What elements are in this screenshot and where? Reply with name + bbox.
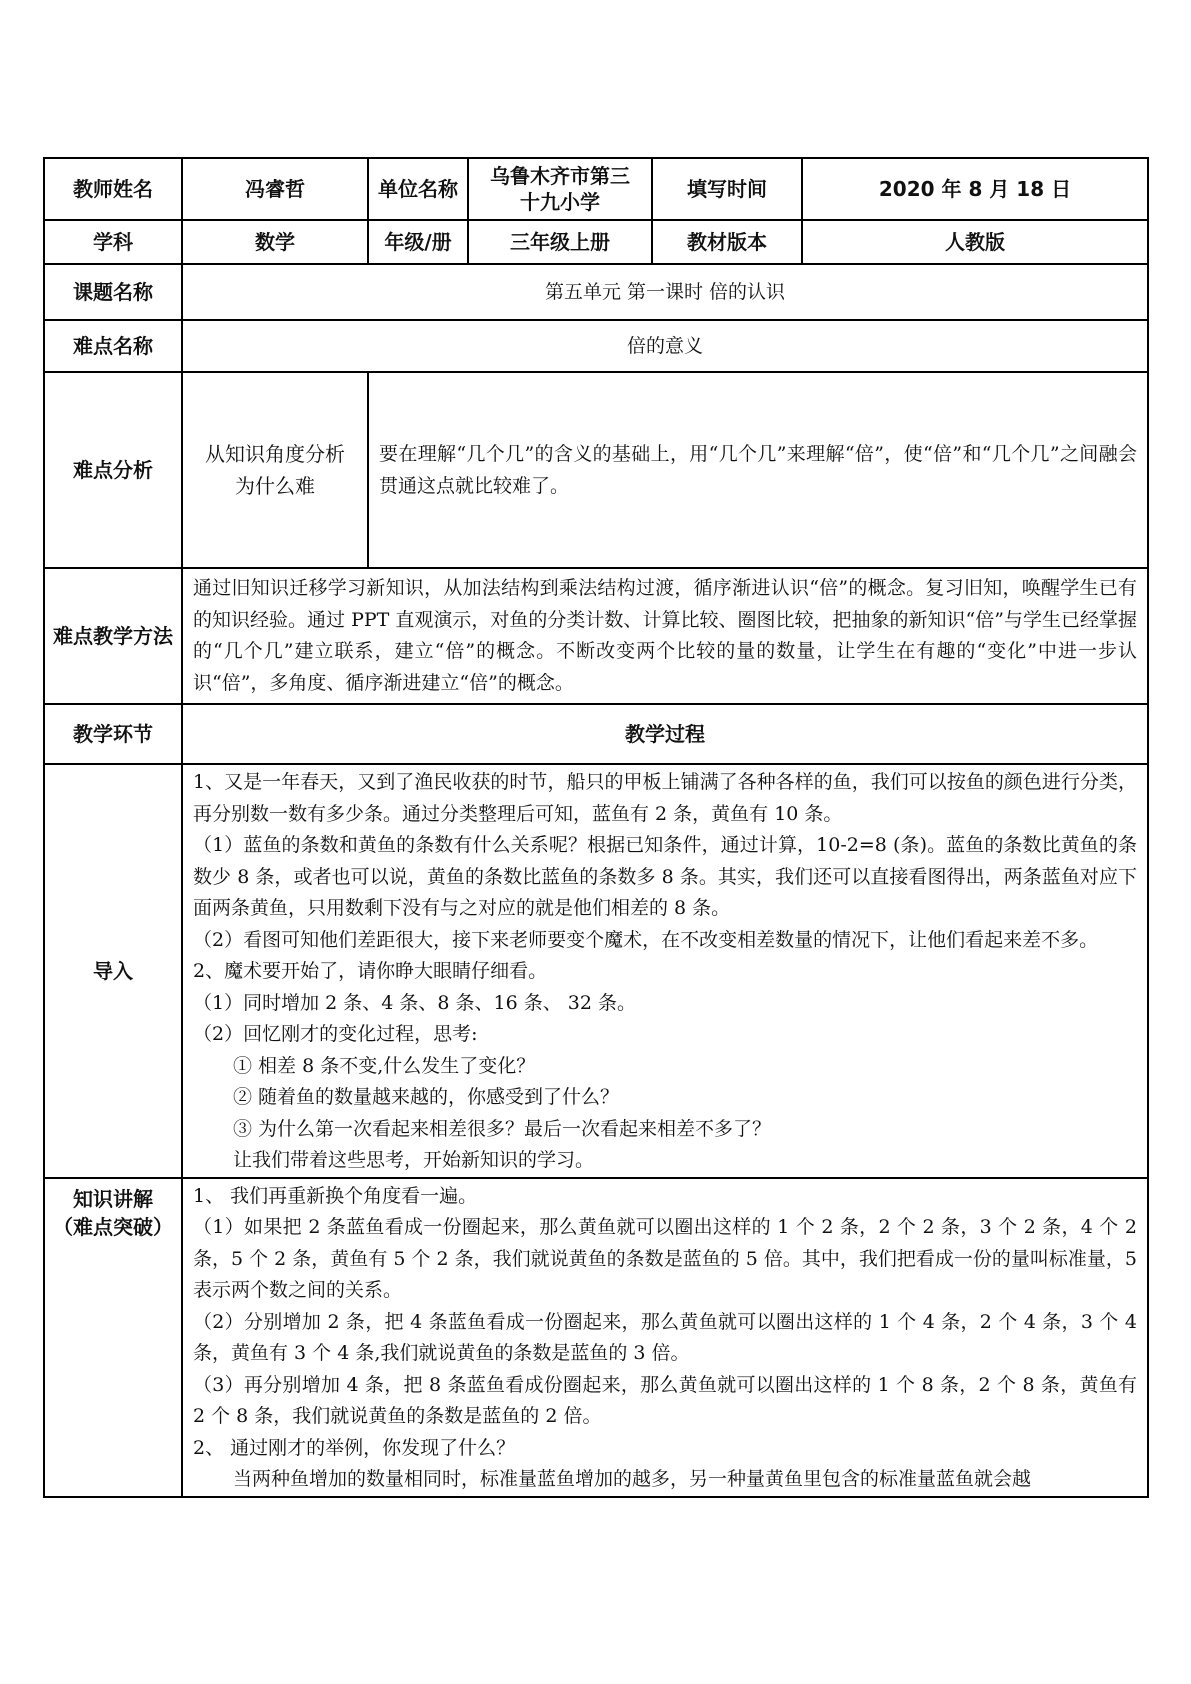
intro-line: （1）同时增加 2 条、4 条、8 条、16 条、 32 条。 — [193, 991, 636, 1014]
intro-line: （2）看图可知他们差距很大，接下来老师要变个魔术，在不改变相差数量的情况下，让他们看起来差不多。 — [193, 928, 1099, 951]
knowledge-label-line2: （难点突破） — [53, 1214, 173, 1239]
topic-row — [44, 264, 1148, 320]
difficulty-label: 难点名称 — [44, 320, 182, 372]
topic-value: 第五单元 第一课时 倍的认识 — [182, 264, 1148, 320]
knowledge-row — [44, 1178, 1148, 1497]
intro-line: （1）蓝鱼的条数和黄鱼的条数有什么关系呢？根据已知条件，通过计算，10-2=8 (条)。蓝鱼的条数比黄鱼的条数少 8 条，或者也可以说，黄鱼的条数比蓝鱼的条数多 8 条。其实，我们还可以直接看图得出，两条蓝鱼对应下面两条黄鱼，只用数剩下没有与之对应的就是他们相差的 8 条。 — [193, 834, 1137, 919]
knowledge-line: （1）如果把 2 条蓝鱼看成一份圈起来，那么黄鱼就可以圈出这样的 1 个 2 条，2 个 2 条，3 个 2 条，4 个 2 条，5 个 2 条，黄鱼有 5 个 2 条，我们就说黄鱼的条数是蓝鱼的 5 倍。其中，我们把看成一份的量叫标准量，5 表示两个数之间的关系。 — [193, 1216, 1137, 1301]
knowledge-content — [182, 1178, 1148, 1497]
edition-label: 教材版本 — [652, 220, 802, 264]
subject-value: 数学 — [182, 220, 368, 264]
analysis-label: 难点分析 — [44, 372, 182, 568]
teacher-label: 教师姓名 — [44, 158, 182, 220]
knowledge-line: （3）再分别增加 4 条，把 8 条蓝鱼看成份圈起来，那么黄鱼就可以圈出这样的 1 个 8 条，2 个 8 条，黄鱼有 2 个 8 条，我们就说黄鱼的条数是蓝鱼的 2 倍。 — [193, 1373, 1137, 1427]
subject-label: 学科 — [44, 220, 182, 264]
intro-row — [44, 764, 1148, 1178]
unit-value: 乌鲁木齐市第三十九小学 — [468, 158, 652, 220]
intro-line: 2、魔术要开始了，请你睁大眼睛仔细看。 — [193, 960, 548, 982]
analysis-row — [44, 372, 1148, 568]
knowledge-line: 2、 通过刚才的举例，你发现了什么？ — [193, 1436, 516, 1459]
lesson-form-table — [43, 157, 1149, 1498]
header-row-1 — [44, 158, 1148, 220]
intro-line: ② 随着鱼的数量越来越的，你感受到了什么？ — [233, 1086, 620, 1108]
method-label: 难点教学方法 — [44, 568, 182, 704]
date-label: 填写时间 — [652, 158, 802, 220]
method-row — [44, 568, 1148, 704]
intro-line: ① 相差 8 条不变,什么发生了变化？ — [233, 1054, 536, 1077]
knowledge-label — [44, 1178, 182, 1497]
difficulty-row — [44, 320, 1148, 372]
date-value: 2020 年 8 月 18 日 — [802, 158, 1148, 220]
intro-content — [182, 764, 1148, 1178]
knowledge-line: （2）分别增加 2 条，把 4 条蓝鱼看成一份圈起来，那么黄鱼就可以圈出这样的 1 个 4 条，2 个 4 条，3 个 4 条，黄鱼有 3 个 4 条,我们就说黄鱼的条数是蓝鱼的 3 倍。 — [193, 1310, 1137, 1364]
difficulty-value: 倍的意义 — [182, 320, 1148, 372]
analysis-content: 要在理解“几个几”的含义的基础上，用“几个几”来理解“倍”，使“倍”和“几个几”之间融会贯通这点就比较难了。 — [368, 372, 1148, 568]
grade-value: 三年级上册 — [468, 220, 652, 264]
topic-label: 课题名称 — [44, 264, 182, 320]
teacher-value: 冯睿哲 — [182, 158, 368, 220]
intro-line: ③ 为什么第一次看起来相差很多？最后一次看起来相差不多了？ — [233, 1117, 772, 1140]
intro-label: 导入 — [44, 764, 182, 1178]
method-content: 通过旧知识迁移学习新知识，从加法结构到乘法结构过渡，循序渐进认识“倍”的概念。复习旧知，唤醒学生已有的知识经验。通过 PPT 直观演示，对鱼的分类计数、计算比较、圈图比较，把抽象的新知识“倍”与学生已经掌握的“几个几”建立联系，建立“倍”的概念。不断改变两个比较的量的数量，让学生在有趣的“变化”中进一步认识“倍”，多角度、循序渐进建立“倍”的概念。 — [182, 568, 1148, 704]
edition-value: 人教版 — [802, 220, 1148, 264]
knowledge-line: 1、 我们再重新换个角度看一遍。 — [193, 1184, 478, 1207]
knowledge-line: 当两种鱼增加的数量相同时，标准量蓝鱼增加的越多，另一种量黄鱼里包含的标准量蓝鱼就会越 — [233, 1468, 1032, 1490]
grade-label: 年级/册 — [368, 220, 468, 264]
knowledge-label-line1: 知识讲解 — [73, 1186, 153, 1211]
intro-line: 1、又是一年春天，又到了渔民收获的时节，船只的甲板上铺满了各种各样的鱼，我们可以按鱼的颜色进行分类，再分别数一数有多少条。通过分类整理后可知，蓝鱼有 2 条，黄鱼有 10 条。 — [193, 771, 1137, 825]
analysis-sublabel: 从知识角度分析为什么难 — [182, 372, 368, 568]
intro-line: 让我们带着这些思考，开始新知识的学习。 — [233, 1149, 595, 1171]
process-title: 教学过程 — [182, 704, 1148, 764]
intro-line: （2）回忆刚才的变化过程，思考: — [193, 1023, 478, 1045]
unit-label: 单位名称 — [368, 158, 468, 220]
header-row-2 — [44, 220, 1148, 264]
process-stage-label: 教学环节 — [44, 704, 182, 764]
process-header-row — [44, 704, 1148, 764]
